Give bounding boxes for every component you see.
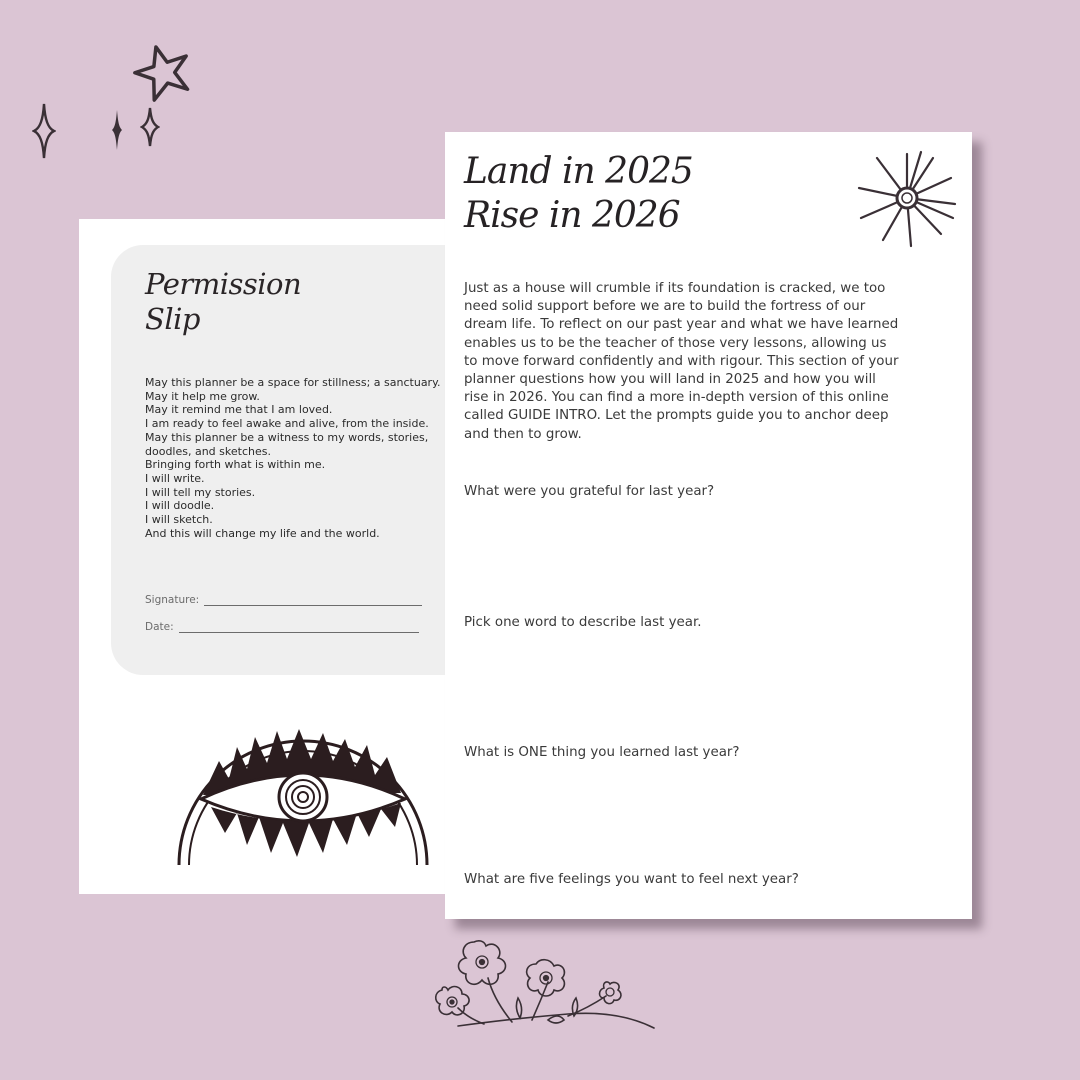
statement-line: I will write. xyxy=(145,471,205,485)
page-title xyxy=(464,150,693,238)
statement-line: May it help me grow. xyxy=(145,389,260,403)
sparkle-icon xyxy=(32,102,56,160)
signature-line[interactable] xyxy=(204,595,422,606)
page-title-line2: Rise in 2026 xyxy=(464,195,680,236)
evil-eye-rainbow-icon xyxy=(175,713,431,873)
statement-line: May this planner be a witness to my words, stories, xyxy=(145,430,429,444)
intro-line: rise in 2026. You can find a more in-depth version of this online xyxy=(464,390,889,406)
prompt-question: What is ONE thing you learned last year? xyxy=(464,745,740,760)
signature-field[interactable] xyxy=(145,594,422,606)
permission-slip-title-line2: Slip xyxy=(145,302,200,336)
statement-line: May this planner be a space for stillness; a sanctuary. xyxy=(145,376,441,389)
statement-line: Bringing forth what is within me. xyxy=(145,458,326,472)
statement-line: And this will change my life and the world. xyxy=(145,526,380,540)
prompt-question: What were you grateful for last year? xyxy=(464,484,715,499)
sparkle-icon xyxy=(110,108,124,152)
statement-line: I will doodle. xyxy=(145,499,215,513)
statement-line: I will sketch. xyxy=(145,513,213,527)
prompt-question: What are five feelings you want to feel next year? xyxy=(464,872,799,887)
date-label: Date: xyxy=(145,621,174,633)
statement-line: doodles, and sketches. xyxy=(145,444,271,458)
permission-slip-title xyxy=(145,267,301,337)
permission-statement xyxy=(145,376,475,540)
intro-line: planner questions how you will land in 2025 and how you will xyxy=(464,372,876,388)
intro-line: to move forward confidently and with rigour. This section of your xyxy=(464,353,899,369)
permission-slip-panel xyxy=(111,245,471,675)
statement-line: I am ready to feel awake and alive, from the inside. xyxy=(145,417,429,431)
guide-intro-page xyxy=(445,132,972,919)
page-title-line1: Land in 2025 xyxy=(464,151,693,192)
flower-branch-icon xyxy=(428,938,658,1038)
statement-line: May it remind me that I am loved. xyxy=(145,403,333,417)
date-line[interactable] xyxy=(179,622,419,633)
intro-line: called GUIDE INTRO. Let the prompts guide you to anchor deep xyxy=(464,408,889,424)
prompt-question: Pick one word to describe last year. xyxy=(464,615,702,630)
sun-doodle-icon xyxy=(855,148,959,252)
sparkle-icon xyxy=(140,106,160,148)
intro-line: Just as a house will crumble if its foundation is cracked, we too xyxy=(464,281,886,296)
intro-line: need solid support before we are to build the fortress of our xyxy=(464,299,866,315)
date-field[interactable] xyxy=(145,621,419,633)
intro-line: dream life. To reflect on our past year and what we have learned xyxy=(464,317,899,333)
star-doodle-icon xyxy=(128,40,198,104)
intro-line: and then to grow. xyxy=(464,426,582,442)
signature-label: Signature: xyxy=(145,594,200,606)
permission-slip-title-line1: Permission xyxy=(145,267,302,301)
statement-line: I will tell my stories. xyxy=(145,485,256,499)
intro-paragraph xyxy=(464,280,964,444)
intro-line: enables us to be the teacher of those very lessons, allowing us xyxy=(464,335,887,351)
permission-slip-page xyxy=(79,219,459,894)
